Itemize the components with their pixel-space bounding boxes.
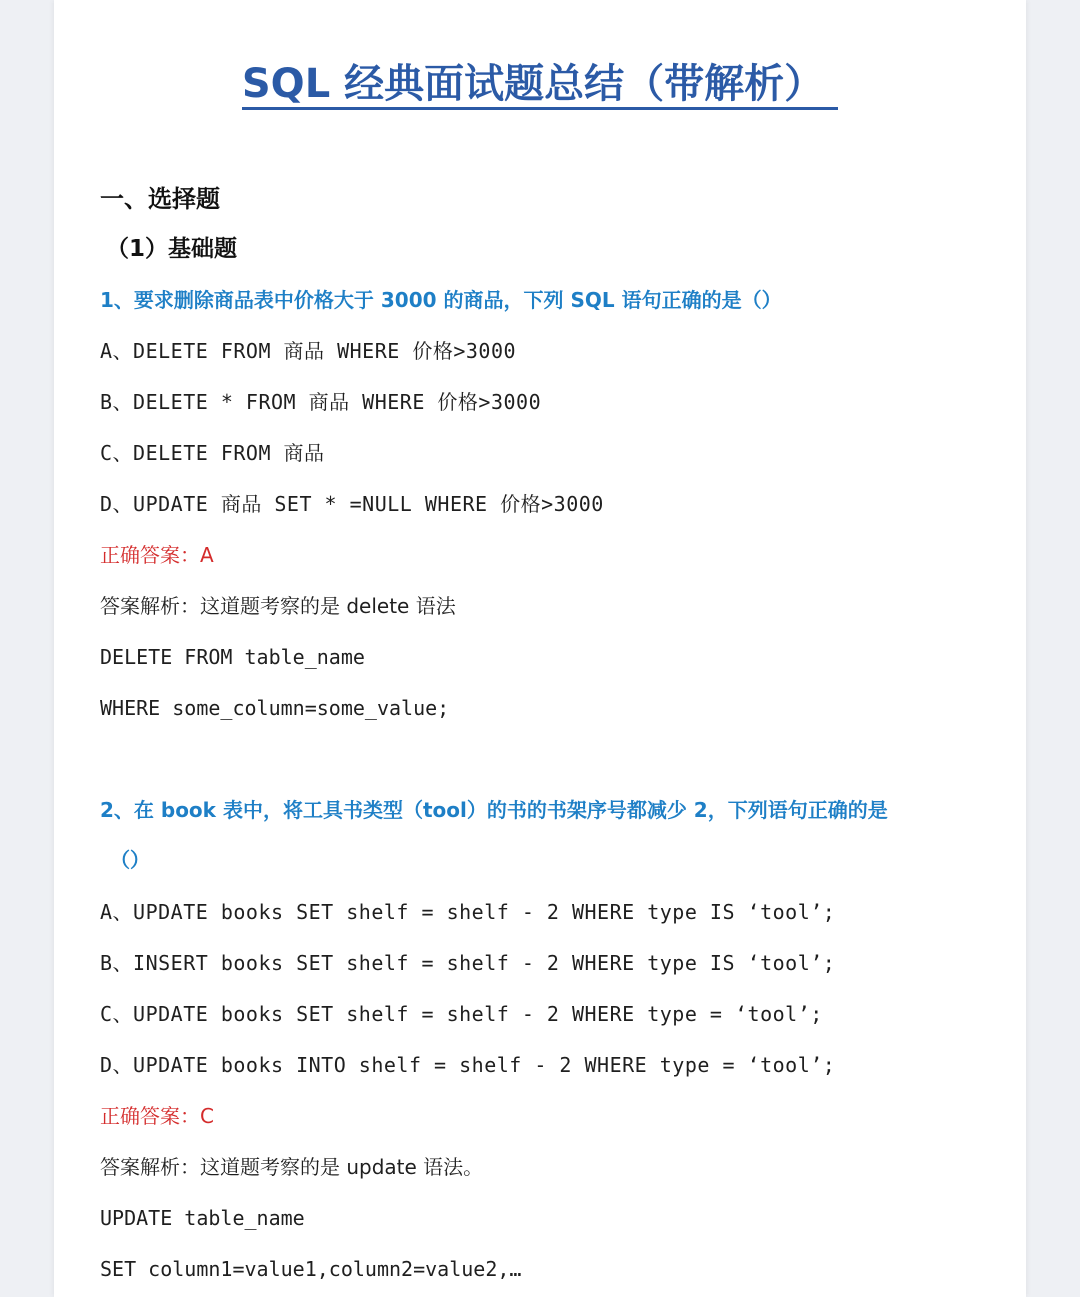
- question-2-text: 2、在 book 表中，将工具书类型（tool）的书的书架序号都减少 2，下列语句正确的是: [100, 798, 888, 822]
- question-2-option-b: B、INSERT books SET shelf = shelf - 2 WHERE type IS ‘tool’;: [100, 951, 836, 975]
- document-page: [54, 0, 1026, 1297]
- section-heading: 一、选择题: [100, 185, 220, 213]
- question-1-option-a: A、DELETE FROM 商品 WHERE 价格>3000: [100, 339, 517, 363]
- question-2-explanation: 答案解析：这道题考察的是 update 语法。: [100, 1155, 484, 1179]
- document-title: [54, 54, 1026, 114]
- question-1-explanation: 答案解析：这道题考察的是 delete 语法: [100, 594, 456, 618]
- question-1-text: 1、要求删除商品表中价格大于 3000 的商品，下列 SQL 语句正确的是（）: [100, 288, 782, 312]
- question-2-option-c: C、UPDATE books SET shelf = shelf - 2 WHERE type = ‘tool’;: [100, 1002, 823, 1026]
- question-2-code-line-1: UPDATE table_name: [100, 1206, 305, 1230]
- question-1-code-line-2: WHERE some_column=some_value;: [100, 696, 450, 720]
- question-2-answer: 正确答案：C: [100, 1104, 214, 1128]
- question-2-text-cont: （）: [110, 848, 150, 872]
- question-1-code-line-1: DELETE FROM table_name: [100, 645, 365, 669]
- question-2-option-a: A、UPDATE books SET shelf = shelf - 2 WHERE type IS ‘tool’;: [100, 900, 836, 924]
- question-1-option-d: D、UPDATE 商品 SET * =NULL WHERE 价格>3000: [100, 492, 604, 516]
- document-title-text: SQL 经典面试题总结（带解析）: [242, 61, 838, 110]
- question-1-option-c: C、DELETE FROM 商品: [100, 441, 325, 465]
- question-1-option-b: B、DELETE * FROM 商品 WHERE 价格>3000: [100, 390, 542, 414]
- question-2-option-d: D、UPDATE books INTO shelf = shelf - 2 WHERE type = ‘tool’;: [100, 1053, 836, 1077]
- question-1-answer: 正确答案：A: [100, 543, 214, 567]
- subsection-heading: （1）基础题: [106, 236, 238, 262]
- question-2-code-line-2: SET column1=value1,column2=value2,…: [100, 1257, 522, 1281]
